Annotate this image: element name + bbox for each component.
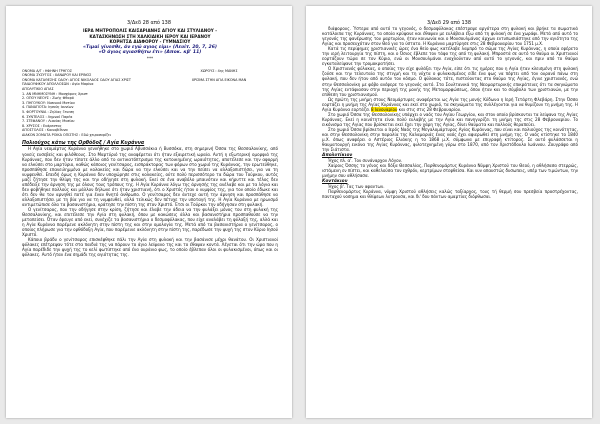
info-left-column [22,69,144,138]
header-line: ΙΕΡΑ ΜΗΤΡΟΠΟΛΙΣ ΚΑΙΣΑΡΙΑΝΗΣ ΑΓΙΟΥ ΚΑΙ ΣΤΥΛΙΑΝΟΥ - [83,28,217,33]
info-line: 1. ΑΝ ΜΝΗΜΟΣΥΝΗ : Μοσχάριες Χριστ [22,91,88,96]
hymn-tone: Ήχος πλ. α'. Τον συνάναρχον Λόγον. [328,158,403,164]
info-line: 7. ΣΤΕΦΑΝΟΥ : Λιανίας Μυσίου [22,119,75,124]
info-line: ΧΩΡΟΥΣ : 4ης ΜΑΝΗΣ [200,68,238,73]
apolytikion-text [322,158,578,178]
page-number: 3/Δεδ 28 από 138 [126,20,172,26]
section-heading-apolytikion: Απολυτίκιον [322,153,353,159]
header-line: ΚΟΡΗΤΣΑ ΔΙΑΦΟΡΟΥ - ΓΥΜΝΑΣΙΟΥ [109,39,191,45]
info-line: ΑΠΟΛΥΤΙΚΙΟ ΑΓΙΑΣ [22,86,54,91]
info-line: ΟΝΟΜΑ ΚΑΤΑΘΕΣΗΣ ΟΔΟΥ: ΑΓΙΟΣ ΝΙΚΟΛΑΟΣ ΟΔΟΥ ΑΓΙΑΣ ΧΡΙΣΤ [22,77,131,82]
body-paragraph: Ο Χριστιανός φύλακας, ο οποίος την είχε φυλάξει την Αγία, είπε ότι τις ημέρες που η Αγία ήταν κλεισμένη στη φυλακή ζούσε και την τελευταία της στιγμή και τη νύχτα ο φυλακισμένος είδε ένα φως να πέφτει από τον ουρανό πάνω στη φυλακή, που δεν ήταν από αυτόν τον κόσμο. Ο φύλακας τότε, πιστεύοντας στο θαύμα της Αγίας, έγινε χριστιανός, ενώ στην Θεσσαλονίκη με φόβο ανέφερε το γεγονός αυτό. Στα Σουλτανικά της Νεομαρτυρικής επικράτειας ότι τα σκηνώματα της Αγίας εντάφιασαν στην περιοχή της μονής της Μεταμορφώσεως, όπου ήταν και το σύμβολο των χριστιανών, με την επίθεση του χριστιανισμού. [322,66,578,97]
body-paragraph: διάφορους. Ύστερα από αυτό το γεγονός, ο δεσμοφύλακας επέστρεψε αργότερα στη φυλακή και βρήκε τα σωματικά κατάλοιπα της Κυράννας, τα οποία κρύψανε και έθαψαν με ευλάβεια έξω από τη φυλακή σε ένα χωράφι. Μετά από αυτό το γεγονός της φανέρωσης του μαρτυρίου, ήταν κοινωνία και ο Μουσουλμάνος άρχων εντυπωσιάστηκε από την αγιότητα της Αγίας και προσευχόταν στον Θεό για το ύστατο. Η Κυράννα μαρτύρησε στις 28 Φεβρουαρίου του 1751 μ.Χ. [322,26,578,47]
info-line: ΟΝΟΜΑ ΣΥΖΥΓΟΣ : ΧΑΝΔΡΟΥ ΚΑΙ ΕΡΙΝΟΣ [22,73,92,78]
info-line: 4. ΠΑΝΑΓΙΟΤΑ: Ιησούς Ιουνίων [22,105,74,110]
left-page-content [22,26,278,258]
section-heading-kontakion: Κοντάκιον [322,179,348,185]
highlighted-date: 8 Ιανουαρίου [370,106,398,112]
info-line: ΧΡΙΣΜΑ ΣΤΗΝ ΑΓΙΑ ΕΙΚΟΝΑ ΜΑΝ [191,77,247,82]
info-line: 8. ΧΡΥΣΟΣ : Ευάρεστος [22,123,62,128]
info-right-column [160,69,278,138]
document-header [22,28,278,62]
page-number: 3/Δεδ 29 από 138 [426,20,472,26]
body-paragraph: Ως πρώτη της μνήμη στους Νεομάρτυρες αναφέρεται ως Αγία της μονής Κύδωνα η Ιερή Τετάρτη Φλεβάρη. Στην Όσσα εορτάζει η μνήμη της Αγίας Κυράννας και εκεί στο χωριό, τα σκηνώματα της συλλέγονται για να θυμίζουν τη μνήμη της. Η Αγία Κυράννα εορτάζει 8 Ιανουαρίου και στις στις 28 Φεβρουαρίου. [322,96,578,112]
info-line: ΠΑΙΔΟΥΦΙΚΟΥ ΑΠΟΛΛΟΣΩΝ : Αγία Μαρίνα [22,82,94,87]
header-quote: «Ο άγιος αγιασθήτω έτι» (Αποκ. κβ' 11) [98,50,202,56]
info-line: 3. ΠΗΓΟΥΚΟΥ: Νισινικό Ματίου [22,100,75,105]
body-paragraph: Ο γενίτσαρος, που την οδήγησε στην κρίση, ζήτησε και έλαβε την άδεια να την φυλάξει μόνος του στη φυλακή της Θεσσαλονίκης, και επιτέλεσε την Αγία στη φυλακή, όπου με κακώσεις άλλα και βασανιστήρια προσπαθούσε να την μεταπείσει. Όταν έφευγε από εκεί, συνέχιζε τα βασανιστήρια ο δεσμοφύλακας, που είχε αναλάβει τη φύλαξή της, αλλά και η Αγία Κυράννα παρέμενε ακλόνητη στην πίστη της και στην ομολογία της. Μετά από τα βασανιστήρια ο γενίτσαρος, ο οποίος πλήρωσε για την ορθόδοξη Αγία, που παρέμεινε ακλόνητη στην πίστη της, παρέδωσε την ψυχή της στον Κύριο Ιησού Χριστό. [22,207,278,238]
info-line: 2. ΟΠΟΥ ΝΕΟΥΣ : Ζωής Φθαρό [22,96,74,101]
right-page [306,6,592,418]
left-page [6,6,292,418]
header-line: ΚΑΤΑΣΚΗΝΩΣΗ ΣΤΗ ΧΑΛΚΙΔΙΚΗ ΙΕΡΟΥ ΚΑΙ ΙΕΡΑΝΟΥ [89,33,211,39]
body-paragraph: Κατά τις περίφημες χριστιανικές ώρες ένα θείο φως κατέλαβε λαμπρό το σώμα της Αγίας Κυράννας, η οποία εφέρετο την ιερή λειτουργία της πίστη, και ο Όσιος έβλεπε τον τάφο της από τη φυλακή. Μπροστά σε αυτό το θαύμα οι Χριστιανοί εορτάζουν τώρα σε τον Κύριο, ενώ οι Μουσουλμάνοι ενοχλούνταν από αυτό το γεγονός, και πριν από το θαύμα εγκαταλείψανε την τρομοκρατήσει. [322,46,578,67]
kontakion-text [322,184,578,199]
body-paragraph: Κάποιο βράδυ ο γενίτσαρος επισκέφθηκε πάλι την Αγία στη φυλακή και την βασάνισε μέχρι θανάτου. Οι Χριστιανοί φύλακες επέτρεψαν τότε στα παιδιά της να πάρουν το άγιο λείψανο της και το έθαψαν κοντά. Λέγεται ότι την ώρα που η Αγία παρέδιδε την ψυχή της το κελί φωτίστηκε από ένα ουράνιο φως, το οποίο έβλεπαν όλοι οι φυλακισμένοι, όπως και οι φύλακες. Αυτό ήταν ένα σημάδι της αγιότητας της. [22,237,278,258]
info-line: ΔΙΑΚΟΝ ΣΟΜΑΤΑ ΡΟΙΚΑ ΟΠΙΣΤΗΣ : Εδώ χειροσυρίζει [22,132,111,137]
body-paragraph: Στο χωριό Όσσα βρίσκεται ο Ιερός Ναός της Μεγαλομάρτυρος Αγίας Κυράννας, που είναι και πολιούχος της κοινότητας, και στην Θεσσαλονίκη στην παραλία της Καλαμαριάς ένας ναός έχει αφιερωθεί στη μνήμη της. Ο ναός κτίστηκε το 1840 μ.Χ. όπως αναφέρει ο Αστέριος Ελιάκης η το 1868 μ.Χ. σύμφωνα με επιγραφή κτίτορος. Σε αυτό φυλάσσεται η θαυματουργή εικόνα της Αγίας Κυράννας, φιλοτεχνημένη γύρω στο 1870, από τον Χριστόδουλο Ιωάννου. Ζουγράφο από την Σιάτιστα. [322,126,578,153]
info-line: 6. ΣΥΝΤΕΛΟΣ : Λημνού Παρέα [22,114,73,119]
hymn-tone: Ήχος β'. Τας των αφαντων. [328,184,385,190]
hymn-text: Παρθενομάρτυς Κυράννα, νύμφη Χριστού αθλήσεις καλώς ταξίαρχος, τους τή θερμή σου πρεσβεία προστρέχοντας, πανταχού νοσημα και θλίψεων λυτρουσα, και δι' δου πάντων αμαρτίας διόρθωσαι. [322,189,578,200]
article-body [22,146,278,257]
body-paragraph: Στο χωριό Όσσα της Θεσσαλονίκης υπάρχει ο ναός του Αγίου Γεωργίου, και στον οποίο βρίσκονται τα λείψανα της Αγίας Κυράννας. Εκεί η κοινότητα είναι πολύ ευλαβής με την Αγία και πανηγυρίζει τη μνήμη της στις 28 Φεβρουαρίου. Το εικόνισμα της Αγίας που βρίσκεται εκεί έχει την χάρη της Αγίας, δίνει θαύματα και πολλούς θεραπεύει. [322,111,578,127]
info-line: 5. ΦΟΡΤΟΥΝΙΑ : Ζηλίας Γενεση [22,109,75,114]
body-paragraph: Η Αγία νεομάρτυς Κυράννα γεννήθηκε στο χωριό Αβυσσάκια ή Βυσσόκα, στη σημερινή Όσσα της Θεσσαλονίκης, από γονείς ευσεβείς και φιλόθεους. Στο Μαρτύριό της αναφέρεται ότι ήταν εξαιρετική ωραία. Αυτή η εξωτερική ομορφιά της Κυράννας, που δεν ήταν τίποτε άλλο από το αντικατόπτρισμα της κατοικημένης ωραιότητος, αποτέλεσε και την αφορμή να ελκύσει στο μαρτύριο, καθώς κάποιος γενίτσαρος, εισπράκτορας των φόρων στο χωριό της Κυράννας, την ερωτεύθηκε, προσπάθησε επανειλημμένα με κολακείες και δώρα να την ελκύσει και να την πείσει να αλλαξοπιστήσει, για να τη νυμφευθεί. Επειδή όμως η Κυράννα δεν υποχώρησε στις κολακείες, ούτε πολύ περισσότερο τα δώρα του Τούρκου, αυτός μαζί ζήτησε την θλίψη της και την οδήγησε στη φυλακή. Εκεί σε ένα αναβόλο μπαινόταν και κήρυττε και τέλος δεν απέδειξε την άρνηση της με όλους τους τρόπους της. Η Αγία Κυράννα λόγω της άρνησής της ανέλαβε και με τα λόγια και δεν φοβήθηκε πολλούς και μάλλον δήλωνε ότι ήταν χριστιανή, ότι ο Χριστός ήταν ο νυμφίος της, για τον οποίο έδωκε και ότι δεν θα τον αρνηθεί ποτέ για έναν θνητό άνθρωπο. Ο γενίτσαρος δεν άντεχε αυτή την άρνηση και προσπάθησε να αλλαξοπιστήσει με τη βία για να τη νυμφευθεί, αλλά τελικώς δεν πέτυχε την υποταγή της. Η Αγία Κυράννα με ηρωισμό αντιμετώπισε όλα τα βασανιστήρια, κράτησε την πίστη της στον Χριστό. Έτσι οι Τούρκοι την οδήγησαν στη φυλακή. [22,146,278,207]
article-title: Πολιούχος κάτω της Ορθόδοξ / Αγία Κυράννα [22,141,145,147]
right-page-content [322,26,578,200]
header-divider: *** [146,55,154,61]
info-line: ΑΠΟΣΤΟΛΟΣ : Κοινοβίθυνα [22,128,68,133]
hymn-text: Χαίροις Όσσης το γένος και δόξα Θεσσαλίας, Παρθενομάρτυς Κυράννα Νύμφη Χριστού του Θεού, η αθλήσασα στερρώς, ιστάμενη εν πίστει, και καθελούσα τον εχθρόν, κερτρίμων στεφθείσα. Και νυν απαυστώς δυσωπεις, υπέρ των τιμώντων, την μνήμην σου αθλήσασα. [322,163,578,179]
article-body-continued [322,26,578,152]
info-columns [22,69,278,138]
header-quote: «Τιμαί γίνεσθε, άν εγώ αγιος είμι» (Λευίτ. 20, 7, 26) [82,44,218,50]
info-line: ΟΝΟΜΑ Α/Γ : ΗΦΗΝΗ ΓΡΗΓΟΣ [22,68,72,73]
